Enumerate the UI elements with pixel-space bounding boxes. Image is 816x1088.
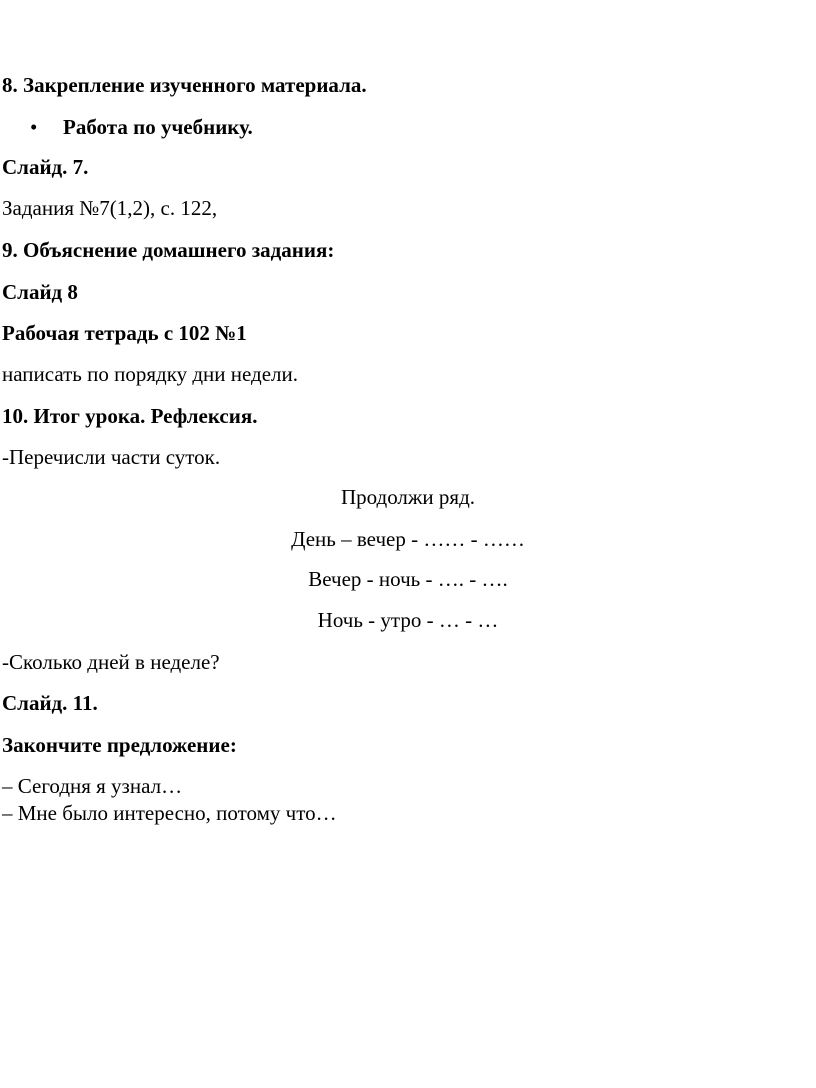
slide-11-label: Слайд. 11. — [2, 691, 98, 715]
slide-7-label: Слайд. 7. — [2, 155, 89, 179]
sequence-row-3: Ночь - утро - … - … — [317, 608, 499, 632]
question-days-in-week: -Сколько дней в неделе? — [2, 650, 220, 674]
slide-8-label: Слайд 8 — [2, 280, 78, 304]
section-8-heading: 8. Закрепление изученного материала. — [2, 73, 367, 97]
sequence-row-1: День – вечер - …… - …… — [291, 527, 525, 551]
continue-sequence-title: Продолжи ряд. — [340, 485, 476, 509]
sequence-row-2: Вечер - ночь - …. - …. — [308, 567, 508, 591]
bullet-item-text: Работа по учебнику. — [63, 115, 253, 139]
workbook-label: Рабочая тетрадь с 102 №1 — [2, 321, 247, 345]
section-9-heading: 9. Объяснение домашнего задания: — [2, 238, 335, 262]
section-10-heading: 10. Итог урока. Рефлексия. — [2, 404, 258, 428]
sentence-interesting-because: – Мне было интересно, потому что… — [2, 801, 337, 825]
bullet-list-item — [30, 115, 253, 140]
question-parts-of-day: -Перечисли части суток. — [2, 445, 221, 469]
homework-instruction: написать по порядку дни недели. — [2, 362, 299, 386]
bullet-icon: • — [30, 115, 38, 139]
sentence-today-learned: – Сегодня я узнал… — [2, 774, 183, 798]
finish-sentence-prompt: Закончите предложение: — [2, 733, 237, 757]
tasks-text: Задания №7(1,2), с. 122, — [2, 196, 218, 220]
